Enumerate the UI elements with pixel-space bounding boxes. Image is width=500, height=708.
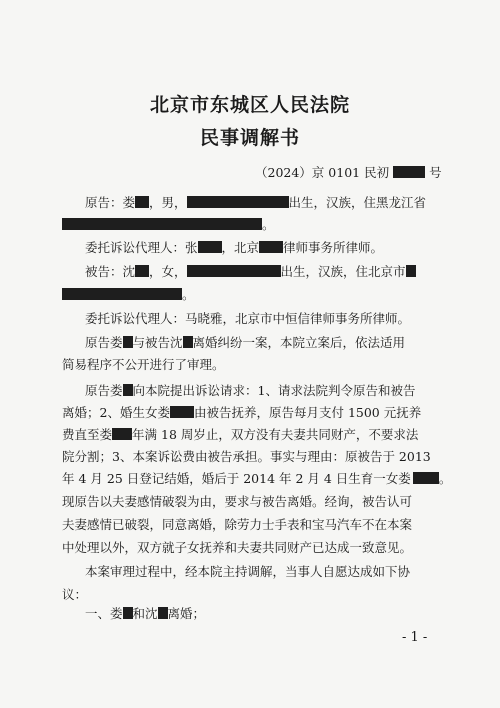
paragraph-2-line-4: 院分割；3、本案诉讼费由被告承担。事实与理由：原被告于 2013: [62, 449, 431, 464]
redaction-block: [187, 196, 289, 208]
defendant-end: 。: [182, 287, 195, 302]
paragraph-2-line-3: [62, 427, 462, 443]
paragraph-2-line-5: [62, 471, 462, 487]
text-segment: 与被告沈: [132, 335, 183, 350]
text-segment: 费直至娄: [62, 427, 113, 442]
text-segment: 。: [438, 471, 452, 486]
defendant-line-2: [62, 287, 462, 303]
paragraph-1-line-2: 简易程序不公开进行了审理。: [62, 357, 225, 372]
court-name: 北京市东城区人民法院: [149, 94, 350, 116]
paragraph-3-line-1: 本案审理过程中，经本院主持调解，当事人自愿达成如下协: [85, 564, 411, 579]
defendant-gender: ，女，: [149, 264, 187, 279]
redaction-block: [123, 384, 133, 396]
plaintiff-agent-label: 委托诉讼代理人：张: [85, 240, 198, 255]
plaintiff-end: 。: [262, 217, 275, 232]
redaction-block: [187, 265, 281, 277]
redaction-block: [406, 265, 416, 277]
redaction-block: [135, 265, 149, 277]
text-segment: 和沈: [132, 606, 158, 621]
text-segment: 年 4 月 25 日登记结婚，婚后于 2014 年 2 月 4 日生育一女娄: [62, 471, 411, 486]
redaction-block: [170, 406, 194, 418]
redaction-block: [198, 241, 222, 253]
paragraph-1-line-1: [85, 335, 462, 351]
paragraph-2-line-6: 现原告以夫妻感情破裂为由，要求与被告离婚。经询，被告认可: [62, 494, 413, 509]
page-number: - 1 -: [402, 630, 428, 645]
defendant-label: 被告：沈: [85, 264, 136, 279]
text-segment: 离婚纠纷一案，本院立案后，依法适用: [192, 335, 406, 350]
plaintiff-agent-city: ，北京: [221, 240, 260, 255]
plaintiff-line-1: [85, 195, 462, 211]
redaction-block: [123, 336, 133, 348]
paragraph-3-line-2: 议：: [62, 587, 88, 602]
redaction-block: [112, 428, 132, 440]
case-number-prefix: （2024）京 0101 民初: [255, 165, 390, 180]
paragraph-2-line-2: [62, 405, 462, 421]
plaintiff-label: 原告：娄: [85, 195, 136, 210]
plaintiff-agent-firm: 律师事务所律师。: [283, 240, 384, 255]
text-segment: 原告娄: [85, 383, 123, 398]
text-segment: 原告娄: [85, 335, 123, 350]
text-segment: 由被告抚养，原告每月支付 1500 元抚养: [193, 405, 422, 420]
defendant-line-1: [85, 264, 462, 280]
redaction-block: [158, 607, 168, 619]
document-title: 民事调解书: [199, 127, 300, 149]
plaintiff-agent-line: [85, 240, 462, 256]
paragraph-2-line-7: 夫妻感情已破裂，同意离婚，除劳力士手表和宝马汽车不在本案: [62, 517, 413, 532]
text-segment: 向本院提出诉讼请求：1、请求法院判令原告和被告: [132, 383, 416, 398]
defendant-agent-line: 委托诉讼代理人：马晓雅，北京市中恒信律师事务所律师。: [85, 311, 411, 326]
redaction-block: [135, 196, 149, 208]
text-segment: 一、娄: [85, 606, 123, 621]
paragraph-2-line-8: 中处理以外，双方就子女抚养和夫妻共同财产已达成一致意见。: [62, 540, 413, 555]
plaintiff-line-2: [62, 217, 462, 233]
redaction-block: [393, 166, 425, 178]
redaction-block: [413, 472, 439, 484]
redaction-block: [123, 607, 133, 619]
paragraph-2-line-1: [85, 383, 462, 399]
text-segment: 离婚；2、婚生女娄: [62, 405, 170, 420]
defendant-info: 出生，汉族，住北京市: [280, 264, 406, 279]
plaintiff-info: 出生，汉族，住黑龙江省: [288, 195, 427, 210]
plaintiff-gender: ，男，: [149, 195, 187, 210]
redaction-block: [62, 218, 262, 230]
case-number: [255, 163, 442, 181]
redaction-block: [183, 336, 193, 348]
redaction-block: [62, 288, 182, 300]
case-number-suffix: 号: [429, 165, 442, 180]
text-segment: 离婚；: [167, 606, 206, 621]
text-segment: 年满 18 周岁止，双方没有夫妻共同财产，不要求法: [132, 427, 419, 442]
redaction-block: [259, 241, 283, 253]
agreement-item-1: [85, 606, 462, 622]
